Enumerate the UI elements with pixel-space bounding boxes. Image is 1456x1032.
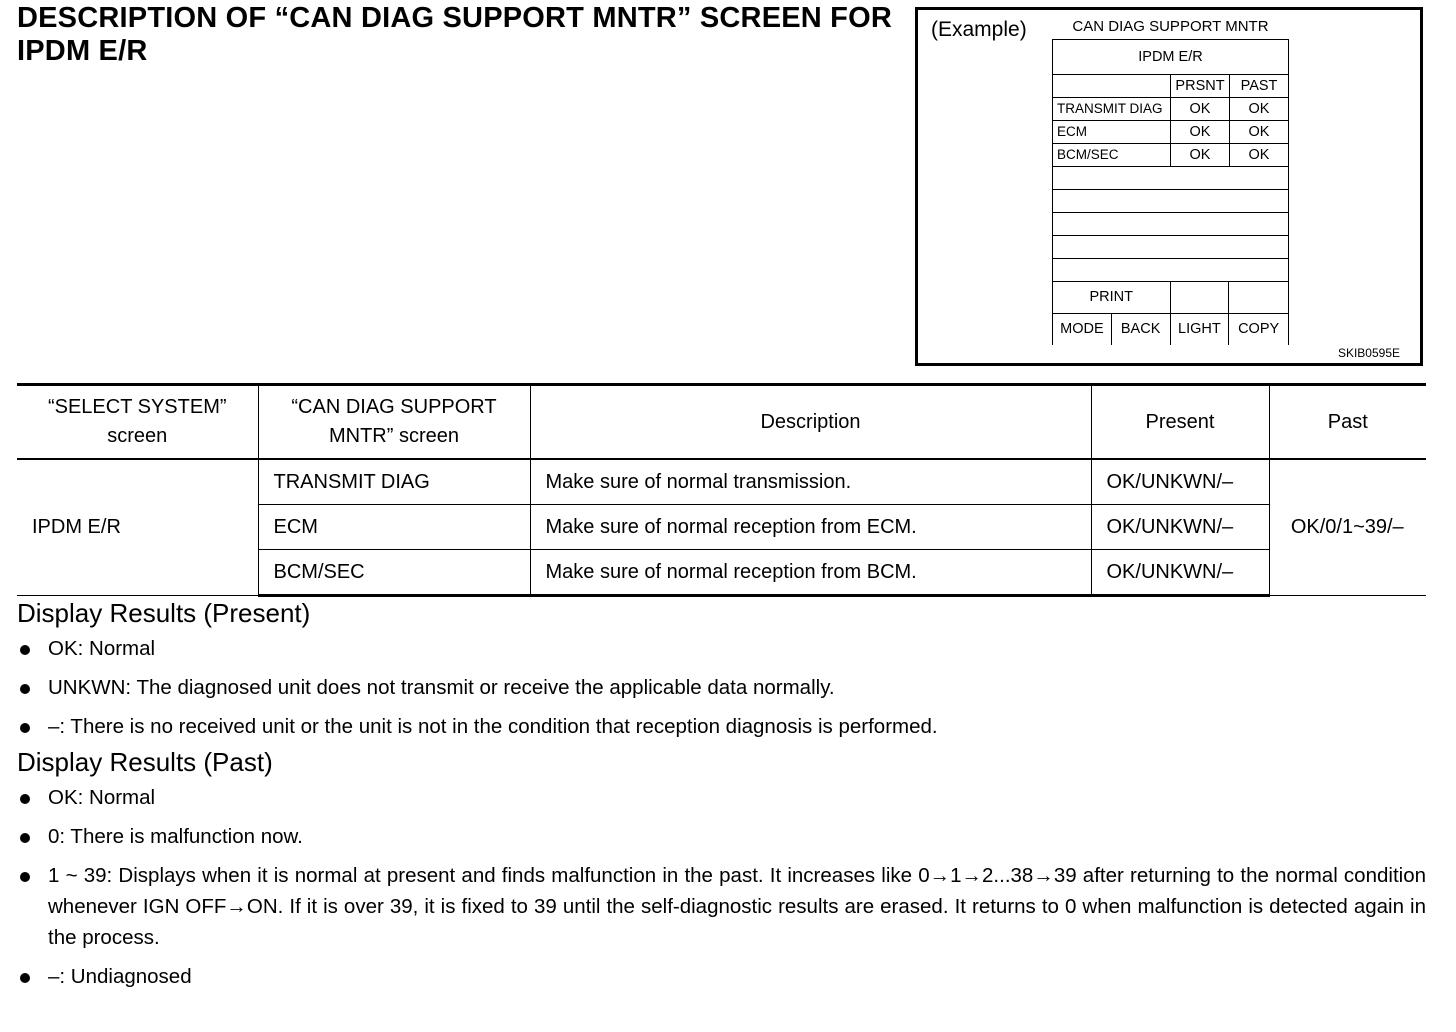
- screen-empty-row: [1053, 213, 1288, 236]
- header-past: Past: [1269, 385, 1426, 460]
- header-select-system: “SELECT SYSTEM” screen: [17, 385, 258, 460]
- screen-empty-row: [1053, 167, 1288, 190]
- screen-row-present: OK: [1171, 98, 1230, 120]
- past-results-heading: Display Results (Past): [17, 747, 273, 777]
- header-can-diag: “CAN DIAG SUPPORT MNTR” screen: [258, 385, 530, 460]
- light-button[interactable]: LIGHT: [1171, 314, 1230, 345]
- screen-title: CAN DIAG SUPPORT MNTR: [1072, 18, 1269, 35]
- present-results-heading: Display Results (Present): [17, 598, 311, 628]
- list-item: 0: There is malfunction now.: [17, 821, 1426, 852]
- header-description: Description: [530, 385, 1091, 460]
- figure-code: SKIB0595E: [1337, 346, 1400, 360]
- table-row: [17, 459, 1426, 505]
- item-cell: BCM/SEC: [258, 550, 530, 596]
- screen-col-past: PAST: [1240, 78, 1278, 94]
- back-button[interactable]: BACK: [1112, 314, 1171, 345]
- mode-button[interactable]: MODE: [1053, 314, 1112, 345]
- description-cell: Make sure of normal reception from BCM.: [530, 550, 1091, 596]
- header-present: Present: [1091, 385, 1269, 460]
- list-item: OK: Normal: [17, 633, 1426, 664]
- screen-row: [1053, 121, 1288, 144]
- item-cell: ECM: [258, 505, 530, 550]
- description-cell: Make sure of normal reception from ECM.: [530, 505, 1091, 550]
- screen-empty-row: [1053, 236, 1288, 259]
- screen-empty-row: [1053, 259, 1288, 282]
- screen-unit: IPDM E/R: [1138, 49, 1203, 65]
- present-cell: OK/UNKWN/–: [1091, 459, 1269, 505]
- present-results-list: [17, 633, 1426, 742]
- can-diag-table: [17, 383, 1426, 597]
- example-label: (Example): [931, 18, 1027, 41]
- screen-empty-row: [1053, 190, 1288, 213]
- page-title: DESCRIPTION OF “CAN DIAG SUPPORT MNTR” SCREEN FOR IPDM E/R: [17, 2, 892, 67]
- past-results-list: [17, 782, 1426, 992]
- system-cell: IPDM E/R: [17, 459, 258, 596]
- present-cell: OK/UNKWN/–: [1091, 550, 1269, 596]
- description-cell: Make sure of normal transmission.: [530, 459, 1091, 505]
- screen-row-past: OK: [1248, 124, 1270, 140]
- list-item: 1 ~ 39: Displays when it is normal at present and finds malfunction in the past. It increases like 0→1→2...38→39 after returning to the normal condition whenever IGN OFF→ON. If it is over 39, it is fixed to 39 until the self-diagnostic results are erased. It returns to 0 when malfunction is detected again in the process.: [17, 860, 1426, 953]
- list-item: UNKWN: The diagnosed unit does not transmit or receive the applicable data normally.: [17, 672, 1426, 703]
- screen-row-present: OK: [1171, 121, 1230, 143]
- screen-row-past: OK: [1248, 147, 1270, 163]
- list-item: –: There is no received unit or the unit is not in the condition that reception diagnosis is performed.: [17, 711, 1426, 742]
- screen-row-past: OK: [1248, 101, 1270, 117]
- screen-row-present: OK: [1171, 144, 1230, 166]
- example-screen: [1052, 15, 1289, 345]
- screen-row-name: TRANSMIT DIAG: [1053, 98, 1171, 120]
- present-cell: OK/UNKWN/–: [1091, 505, 1269, 550]
- list-item: –: Undiagnosed: [17, 961, 1426, 992]
- screen-row-name: BCM/SEC: [1053, 144, 1171, 166]
- screen-grid: [1052, 39, 1289, 345]
- item-cell: TRANSMIT DIAG: [258, 459, 530, 505]
- screen-col-present: PRSNT: [1171, 75, 1230, 97]
- screen-row: [1053, 98, 1288, 121]
- screen-row: [1053, 144, 1288, 167]
- print-button[interactable]: PRINT: [1053, 282, 1171, 313]
- copy-button[interactable]: COPY: [1238, 321, 1280, 337]
- results-section: [17, 593, 1426, 1000]
- screen-row-name: ECM: [1053, 121, 1171, 143]
- past-cell: OK/0/1~39/–: [1269, 459, 1426, 596]
- list-item: OK: Normal: [17, 782, 1426, 813]
